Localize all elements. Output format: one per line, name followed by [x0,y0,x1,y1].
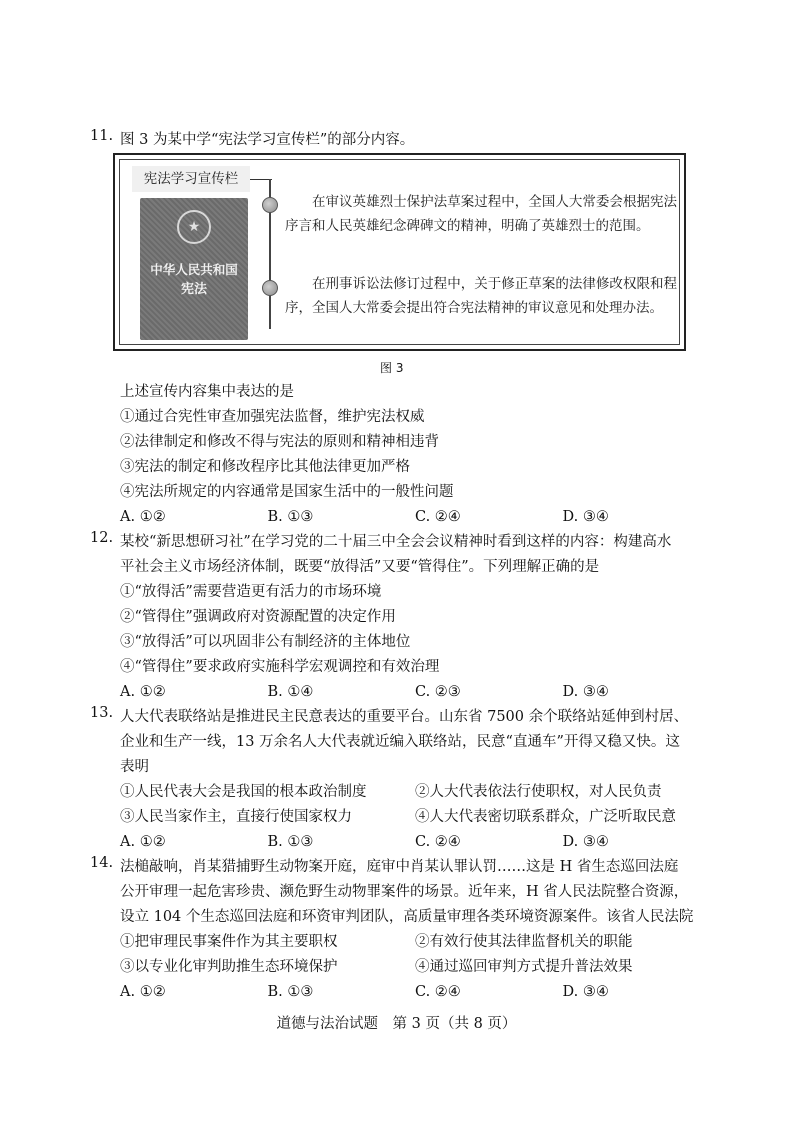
statement: ④“管得住”要求政府实施科学宏观调控和有效治理 [120,659,440,675]
option-a[interactable]: A. ①② [120,509,166,525]
statement: ②人大代表依法行使职权，对人民负责 [415,784,662,800]
question-stem: 法槌敲响，肖某猎捕野生动物案开庭，庭审中肖某认罪认罚……这是 H 省生态巡回法庭 [120,859,679,875]
option-d[interactable]: D. ③④ [562,834,609,850]
statement: ①把审理民事案件作为其主要职权 [120,934,338,950]
option-a[interactable]: A. ①② [120,834,166,850]
statement: ③人民当家作主，直接行使国家权力 [120,809,352,825]
statement-row [120,955,710,980]
bullet-dot-icon [262,197,278,213]
statement: ③以专业化审判助推生态环境保护 [120,959,338,975]
figure-inner-frame [119,159,680,345]
question-stem: 企业和生产一线，13 万余名人大代表就近编入联络站，民意“直通车”开得又稳又快。这 [120,734,680,750]
option-c[interactable]: C. ②④ [415,834,461,850]
page-footer: 道德与法治试题 第 3 页（共 8 页） [276,1016,517,1032]
statement-row [120,930,710,955]
option-b[interactable]: B. ①③ [267,984,314,1000]
national-emblem-icon: ★ [177,210,211,244]
statement: ④通过巡回审判方式提升普法效果 [415,959,633,975]
option-b[interactable]: B. ①③ [267,834,314,850]
statement: ②“管得住”强调政府对资源配置的决定作用 [120,609,396,625]
question-stem: 人大代表联络站是推进民主民意表达的重要平台。山东省 7500 余个联络站延伸到村居、 [120,709,689,725]
bulletin-item-1: 在审议英雄烈士保护法草案过程中，全国人大常委会根据宪法序言和人民英雄纪念碑碑文的精神，明确了英雄烈士的范围。 [285,194,677,234]
bulletin-item-2: 在刑事诉讼法修订过程中，关于修正草案的法律修改权限和程序，全国人大常委会提出符合宪法精神的审议意见和处理办法。 [285,276,677,316]
option-c[interactable]: C. ②④ [415,509,461,525]
answer-options [120,680,710,705]
question-11 [90,128,710,153]
question-stem: 表明 [120,759,149,775]
option-d[interactable]: D. ③④ [562,509,609,525]
option-c[interactable]: C. ②④ [415,984,461,1000]
bullet-dot-icon [262,280,278,296]
question-11-body [90,380,710,530]
question-stem: 公开审理一起危害珍贵、濒危野生动物罪案件的场景。近年来，H 省人民法院整合资源， [120,884,689,900]
statement-row [120,805,710,830]
statement: ④人大代表密切联系群众，广泛听取民意 [415,809,676,825]
option-b[interactable]: B. ①④ [267,684,314,700]
question-14 [90,855,710,1005]
statement: ②有效行使其法律监督机关的职能 [415,934,633,950]
option-d[interactable]: D. ③④ [562,684,609,700]
statement-row [120,780,710,805]
answer-options [120,830,710,855]
option-b[interactable]: B. ①③ [267,509,314,525]
statement: ③宪法的制定和修改程序比其他法律更加严格 [120,459,410,475]
option-a[interactable]: A. ①② [120,684,166,700]
option-a[interactable]: A. ①② [120,984,166,1000]
question-stem: 某校“新思想研习社”在学习党的二十届三中全会会议精神时看到这样的内容：构建高水 [120,534,672,550]
bulletin-title: 宪法学习宣传栏 [132,166,250,192]
figure-caption: 图 3 [380,361,404,375]
option-d[interactable]: D. ③④ [562,984,609,1000]
question-13 [90,705,710,855]
book-cover-title: 中华人民共和国 [150,262,238,277]
question-12 [90,530,710,705]
question-number: 13. [90,705,114,721]
answer-options [120,505,710,530]
constitution-book-image [140,198,248,340]
statement: ①人民代表大会是我国的根本政治制度 [120,784,367,800]
answer-options [120,980,710,1005]
figure-3-bulletin-board [113,153,686,351]
option-c[interactable]: C. ②③ [415,684,461,700]
question-stem: 设立 104 个生态巡回法庭和环资审判团队，高质量审理各类环境资源案件。该省人民法院 [120,909,694,925]
question-stem: 平社会主义市场经济体制，既要“放得活”又要“管得住”。下列理解正确的是 [120,559,600,575]
question-stem: 图 3 为某中学“宪法学习宣传栏”的部分内容。 [120,132,415,148]
question-number: 11. [90,128,114,144]
book-cover-subtitle: 宪法 [180,282,207,297]
statement: ③“放得活”可以巩固非公有制经济的主体地位 [120,634,411,650]
question-number: 14. [90,855,114,871]
question-prompt: 上述宣传内容集中表达的是 [120,384,294,400]
statement: ①“放得活”需要营造更有活力的市场环境 [120,584,382,600]
question-number: 12. [90,530,114,546]
statement: ④宪法所规定的内容通常是国家生活中的一般性问题 [120,484,454,500]
statement: ②法律制定和修改不得与宪法的原则和精神相违背 [120,434,439,450]
statement: ①通过合宪性审查加强宪法监督，维护宪法权威 [120,409,425,425]
